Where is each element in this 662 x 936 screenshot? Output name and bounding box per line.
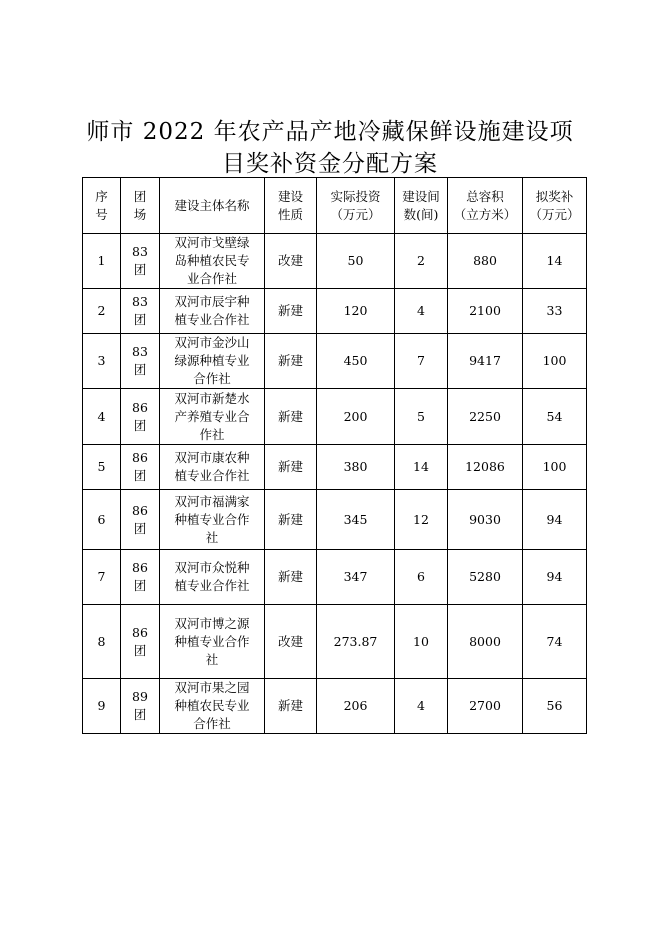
- table-row: [83, 490, 587, 550]
- table-row: [83, 550, 587, 605]
- cell-index: 5: [83, 445, 121, 490]
- cell-index: 7: [83, 550, 121, 605]
- cell-volume: 2700: [448, 679, 523, 734]
- cell-entity-name: 双河市辰宇种 植专业合作社: [160, 289, 265, 334]
- cell-construction-type: 改建: [265, 605, 317, 679]
- cell-regiment: 89 团: [121, 679, 160, 734]
- cell-rooms: 7: [395, 334, 448, 389]
- cell-index: 1: [83, 234, 121, 289]
- cell-regiment: 86 团: [121, 445, 160, 490]
- cell-index: 4: [83, 389, 121, 445]
- cell-entity-name: 双河市果之园 种植农民专业 合作社: [160, 679, 265, 734]
- cell-subsidy: 100: [523, 334, 587, 389]
- cell-subsidy: 56: [523, 679, 587, 734]
- cell-construction-type: 新建: [265, 490, 317, 550]
- cell-volume: 5280: [448, 550, 523, 605]
- cell-entity-name: 双河市福满家 种植专业合作 社: [160, 490, 265, 550]
- cell-regiment: 86 团: [121, 389, 160, 445]
- cell-rooms: 12: [395, 490, 448, 550]
- table-row: [83, 605, 587, 679]
- cell-index: 3: [83, 334, 121, 389]
- cell-entity-name: 双河市众悦种 植专业合作社: [160, 550, 265, 605]
- cell-regiment: 83 团: [121, 234, 160, 289]
- cell-construction-type: 新建: [265, 445, 317, 490]
- cell-investment: 200: [317, 389, 395, 445]
- cell-investment: 345: [317, 490, 395, 550]
- cell-rooms: 2: [395, 234, 448, 289]
- cell-investment: 450: [317, 334, 395, 389]
- table-body: [83, 234, 587, 734]
- cell-regiment: 86 团: [121, 490, 160, 550]
- col-header-regiment: 团 场: [121, 178, 160, 234]
- col-header-volume: 总容积 （立方米）: [448, 178, 523, 234]
- cell-regiment: 86 团: [121, 550, 160, 605]
- cell-entity-name: 双河市新楚水 产养殖专业合 作社: [160, 389, 265, 445]
- cell-subsidy: 94: [523, 550, 587, 605]
- cell-subsidy: 33: [523, 289, 587, 334]
- cell-rooms: 5: [395, 389, 448, 445]
- col-header-subsidy: 拟奖补 （万元）: [523, 178, 587, 234]
- col-header-index: 序 号: [83, 178, 121, 234]
- table-row: [83, 289, 587, 334]
- table-header-row: [83, 178, 587, 234]
- cell-investment: 206: [317, 679, 395, 734]
- cell-entity-name: 双河市戈壁绿 岛种植农民专 业合作社: [160, 234, 265, 289]
- cell-volume: 12086: [448, 445, 523, 490]
- page-title-line1: 师市 2022 年农产品产地冷藏保鲜设施建设项: [86, 119, 574, 145]
- cell-regiment: 86 团: [121, 605, 160, 679]
- table-row: [83, 234, 587, 289]
- cell-volume: 8000: [448, 605, 523, 679]
- table-row: [83, 389, 587, 445]
- cell-subsidy: 100: [523, 445, 587, 490]
- cell-construction-type: 新建: [265, 389, 317, 445]
- cell-rooms: 6: [395, 550, 448, 605]
- cell-rooms: 4: [395, 289, 448, 334]
- cell-volume: 2250: [448, 389, 523, 445]
- col-header-rooms: 建设间 数(间): [395, 178, 448, 234]
- cell-regiment: 83 团: [121, 289, 160, 334]
- cell-investment: 380: [317, 445, 395, 490]
- cell-construction-type: 新建: [265, 289, 317, 334]
- cell-investment: 273.87: [317, 605, 395, 679]
- cell-subsidy: 94: [523, 490, 587, 550]
- cell-index: 6: [83, 490, 121, 550]
- allocation-table: [82, 177, 587, 734]
- table-row: [83, 334, 587, 389]
- cell-rooms: 14: [395, 445, 448, 490]
- cell-subsidy: 74: [523, 605, 587, 679]
- cell-construction-type: 改建: [265, 234, 317, 289]
- cell-subsidy: 54: [523, 389, 587, 445]
- col-header-entity-name: 建设主体名称: [160, 178, 265, 234]
- cell-volume: 9030: [448, 490, 523, 550]
- cell-rooms: 10: [395, 605, 448, 679]
- cell-construction-type: 新建: [265, 679, 317, 734]
- cell-subsidy: 14: [523, 234, 587, 289]
- cell-regiment: 83 团: [121, 334, 160, 389]
- cell-entity-name: 双河市博之源 种植专业合作 社: [160, 605, 265, 679]
- cell-rooms: 4: [395, 679, 448, 734]
- cell-construction-type: 新建: [265, 550, 317, 605]
- cell-entity-name: 双河市康农种 植专业合作社: [160, 445, 265, 490]
- cell-entity-name: 双河市金沙山 绿源种植专业 合作社: [160, 334, 265, 389]
- col-header-construction-type: 建设 性质: [265, 178, 317, 234]
- col-header-investment: 实际投资 （万元）: [317, 178, 395, 234]
- table-row: [83, 445, 587, 490]
- cell-construction-type: 新建: [265, 334, 317, 389]
- cell-investment: 347: [317, 550, 395, 605]
- cell-volume: 9417: [448, 334, 523, 389]
- table-row: [83, 679, 587, 734]
- cell-index: 2: [83, 289, 121, 334]
- cell-volume: 880: [448, 234, 523, 289]
- cell-volume: 2100: [448, 289, 523, 334]
- cell-investment: 120: [317, 289, 395, 334]
- cell-index: 9: [83, 679, 121, 734]
- page-title-line2: 目奖补资金分配方案: [222, 151, 438, 177]
- cell-investment: 50: [317, 234, 395, 289]
- cell-index: 8: [83, 605, 121, 679]
